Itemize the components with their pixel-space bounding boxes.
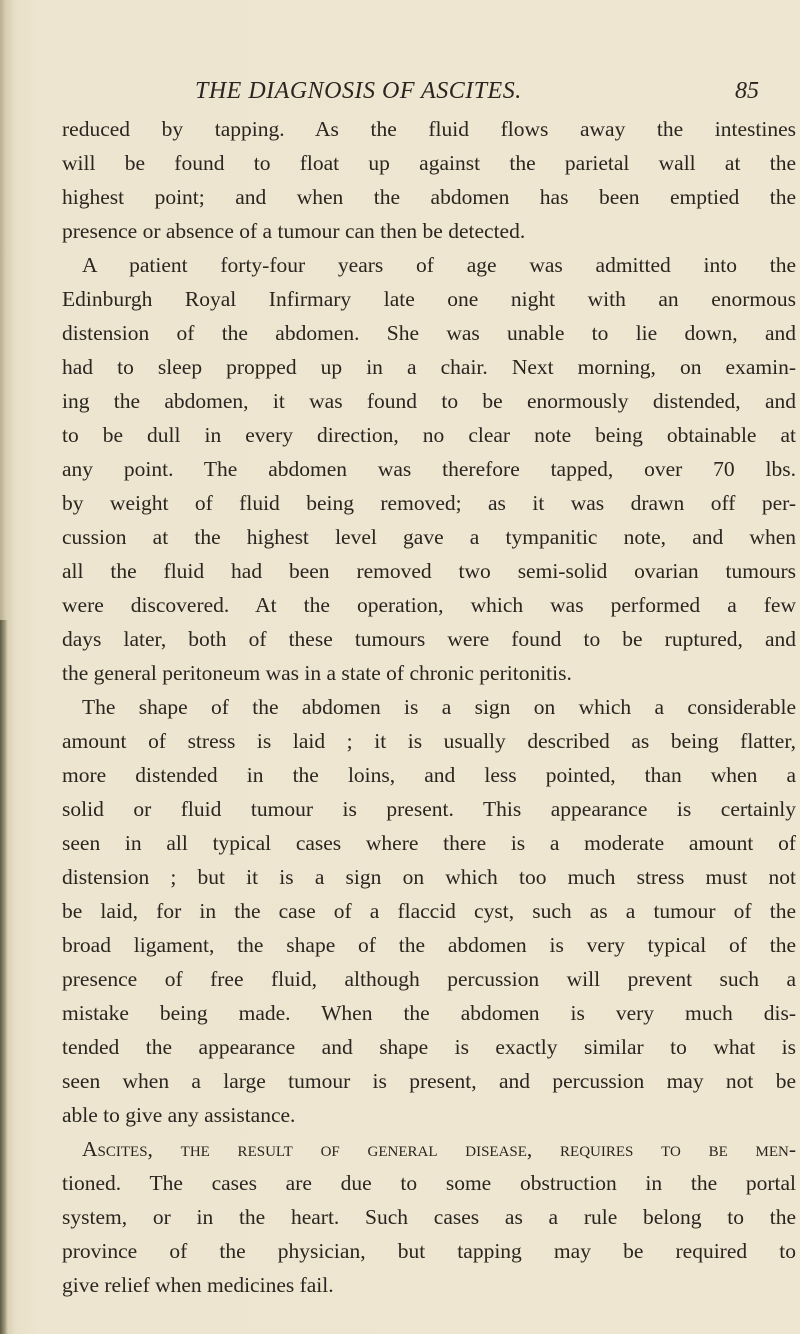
- text-line: seen when a large tumour is present, and percussion may not be: [62, 1069, 796, 1093]
- text-line: by weight of fluid being removed; as it was drawn off per-: [62, 491, 796, 515]
- text-line: reduced by tapping. As the fluid flows away the intestines: [62, 117, 796, 141]
- text-line: mistake being made. When the abdomen is very much dis-: [62, 1001, 796, 1025]
- binding-gutter-shadow: [0, 620, 8, 1334]
- text-line: all the fluid had been removed two semi-solid ovarian tumours: [62, 559, 796, 583]
- paragraph-first-line: A patient forty-four years of age was admitted into the: [82, 253, 796, 277]
- text-line: to be dull in every direction, no clear note being obtainable at: [62, 423, 796, 447]
- text-line: tended the appearance and shape is exactly similar to what is: [62, 1035, 796, 1059]
- text-line: presence of free fluid, although percussion will prevent such a: [62, 967, 796, 991]
- text-line: will be found to float up against the parietal wall at the: [62, 151, 796, 175]
- text-line: cussion at the highest level gave a tympanitic note, and when: [62, 525, 796, 549]
- text-line: days later, both of these tumours were found to be ruptured, and: [62, 627, 796, 651]
- body-text: [62, 112, 796, 1312]
- text-line: province of the physician, but tapping may be required to: [62, 1239, 796, 1263]
- text-line: solid or fluid tumour is present. This appearance is certainly: [62, 797, 796, 821]
- text-line: system, or in the heart. Such cases as a rule belong to the: [62, 1205, 796, 1229]
- text-line: seen in all typical cases where there is a moderate amount of: [62, 831, 796, 855]
- text-line: more distended in the loins, and less pointed, than when a: [62, 763, 796, 787]
- text-line: give relief when medicines fail.: [62, 1273, 334, 1297]
- text-line: be laid, for in the case of a flaccid cyst, such as a tumour of the: [62, 899, 796, 923]
- page-number: 85: [735, 78, 759, 104]
- paragraph-first-line: The shape of the abdomen is a sign on which a considerable: [82, 695, 796, 719]
- text-line: Edinburgh Royal Infirmary late one night with an enormous: [62, 287, 796, 311]
- text-line: ing the abdomen, it was found to be enormously distended, and: [62, 389, 796, 413]
- text-line: any point. The abdomen was therefore tapped, over 70 lbs.: [62, 457, 796, 481]
- text-line: the general peritoneum was in a state of chronic peritonitis.: [62, 661, 572, 685]
- text-line: distension ; but it is a sign on which too much stress must not: [62, 865, 796, 889]
- text-line: amount of stress is laid ; it is usually described as being flatter,: [62, 729, 796, 753]
- paragraph-first-line: Ascites, the result of general disease, requires to be men-: [82, 1137, 796, 1161]
- text-line: able to give any assistance.: [62, 1103, 296, 1127]
- text-line: were discovered. At the operation, which was performed a few: [62, 593, 796, 617]
- text-line: had to sleep propped up in a chair. Next morning, on examin-: [62, 355, 796, 379]
- text-line: tioned. The cases are due to some obstruction in the portal: [62, 1171, 796, 1195]
- text-line: presence or absence of a tumour can then be detected.: [62, 219, 526, 243]
- running-head: [0, 78, 800, 108]
- text-line: highest point; and when the abdomen has been emptied the: [62, 185, 796, 209]
- running-title: THE DIAGNOSIS OF ASCITES.: [195, 78, 522, 104]
- text-line: distension of the abdomen. She was unable to lie down, and: [62, 321, 796, 345]
- text-line: broad ligament, the shape of the abdomen is very typical of the: [62, 933, 796, 957]
